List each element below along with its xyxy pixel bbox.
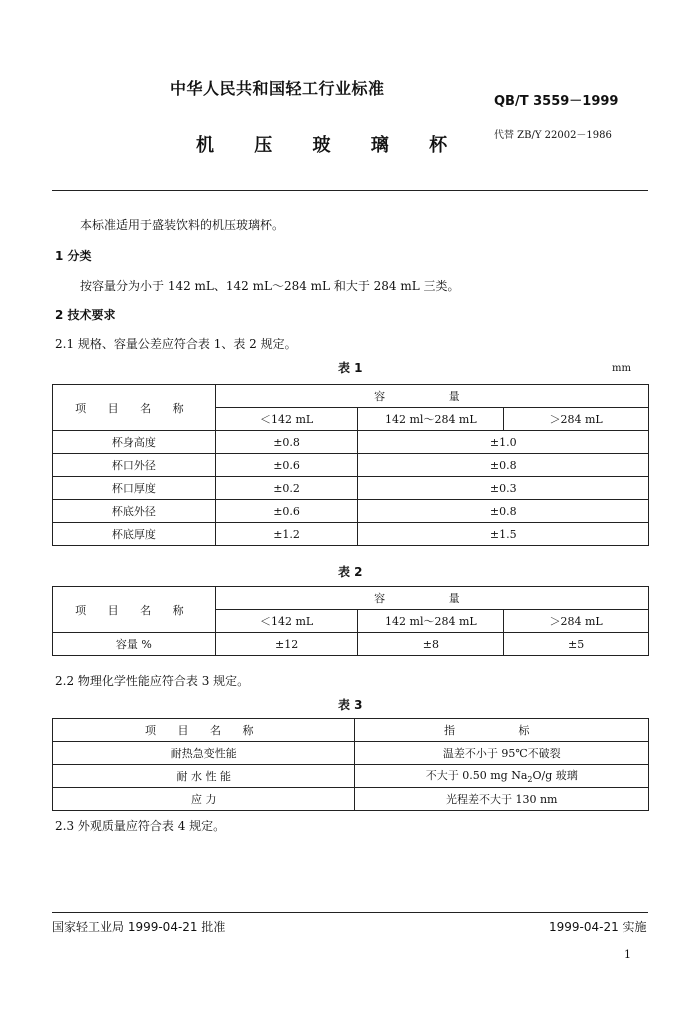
row-label: 杯底厚度 [53, 523, 216, 546]
table-row [53, 523, 649, 546]
table-1-group-header: 容 量 [215, 385, 648, 408]
table-1 [52, 384, 649, 546]
table-1-col-header: ＞284 mL [504, 408, 649, 431]
table-2-caption: 表 2 [338, 565, 363, 579]
table-1-col-header: ＜142 mL [215, 408, 358, 431]
footer-rule [52, 912, 648, 913]
approval-note: 国家轻工业局 1999-04-21 批准 [52, 920, 226, 934]
section-1-heading: 1 分类 [55, 249, 92, 263]
table-1-unit: mm [612, 363, 631, 374]
row-label: 耐 水 性 能 [53, 765, 355, 788]
row-label: 杯口厚度 [53, 477, 216, 500]
table-row [53, 633, 649, 656]
table-row [53, 500, 649, 523]
cell-value: 不大于 0.50 mg $Na_2O/g$ 玻璃 [355, 765, 649, 788]
cell-value: ±1.0 [358, 431, 649, 454]
row-label: 耐热急变性能 [53, 742, 355, 765]
table-3-index-header: 指 标 [355, 719, 649, 742]
table-1-col-header: 142 ml～284 mL [358, 408, 504, 431]
section-2-2-text: 2.2 物理化学性能应符合表 3 规定。 [55, 674, 250, 688]
cell-value: ±12 [215, 633, 358, 656]
issuing-body: 中华人民共和国轻工行业标准 [170, 79, 385, 98]
table-3-item-header: 项 目 名 称 [53, 719, 355, 742]
section-2-1-text: 2.1 规格、容量公差应符合表 1、表 2 规定。 [55, 337, 297, 351]
table-row [53, 431, 649, 454]
replaces-note: 代替 ZB/Y 22002－1986 [494, 130, 612, 141]
cell-value: ±0.8 [358, 500, 649, 523]
row-label: 容量 % [53, 633, 216, 656]
table-2 [52, 586, 649, 656]
table-row [53, 477, 649, 500]
intro-paragraph: 本标准适用于盛装饮料的机压玻璃杯。 [80, 218, 285, 232]
cell-value: ±5 [504, 633, 649, 656]
table-1-caption: 表 1 [338, 361, 363, 375]
cell-value: ±0.8 [358, 454, 649, 477]
cell-value: 光程差不大于 130 nm [355, 788, 649, 811]
implementation-date: 1999-04-21 实施 [549, 920, 647, 934]
table-2-group-header: 容 量 [215, 587, 648, 610]
row-label: 杯底外径 [53, 500, 216, 523]
cell-value: ±1.2 [215, 523, 358, 546]
cell-value: ±0.2 [215, 477, 358, 500]
table-2-item-header: 项 目 名 称 [53, 587, 216, 633]
table-row [53, 765, 649, 788]
section-1-text: 按容量分为小于 142 mL、142 mL～284 mL 和大于 284 mL 三类。 [80, 279, 460, 293]
table-3 [52, 718, 649, 811]
table-row [53, 454, 649, 477]
table-row [53, 788, 649, 811]
cell-value: ±1.5 [358, 523, 649, 546]
table-2-col-header: ＞284 mL [504, 610, 649, 633]
table-3-caption: 表 3 [338, 698, 363, 712]
section-2-3-text: 2.3 外观质量应符合表 4 规定。 [55, 819, 226, 833]
cell-value: ±0.6 [215, 454, 358, 477]
section-2-heading: 2 技术要求 [55, 308, 116, 322]
table-2-col-header: ＜142 mL [215, 610, 358, 633]
table-1-item-header: 项 目 名 称 [53, 385, 216, 431]
cell-value: ±8 [358, 633, 504, 656]
page-number: 1 [624, 948, 631, 961]
table-row [53, 742, 649, 765]
cell-value: ±0.8 [215, 431, 358, 454]
table-2-col-header: 142 ml～284 mL [358, 610, 504, 633]
row-label: 杯身高度 [53, 431, 216, 454]
cell-value: ±0.3 [358, 477, 649, 500]
cell-value: 温差不小于 95℃不破裂 [355, 742, 649, 765]
header-rule [52, 190, 648, 191]
row-label: 杯口外径 [53, 454, 216, 477]
standard-code: QB/T 3559－1999 [494, 94, 619, 109]
document-title: 机 压 玻 璃 杯 [196, 135, 465, 156]
row-label: 应 力 [53, 788, 355, 811]
cell-value: ±0.6 [215, 500, 358, 523]
